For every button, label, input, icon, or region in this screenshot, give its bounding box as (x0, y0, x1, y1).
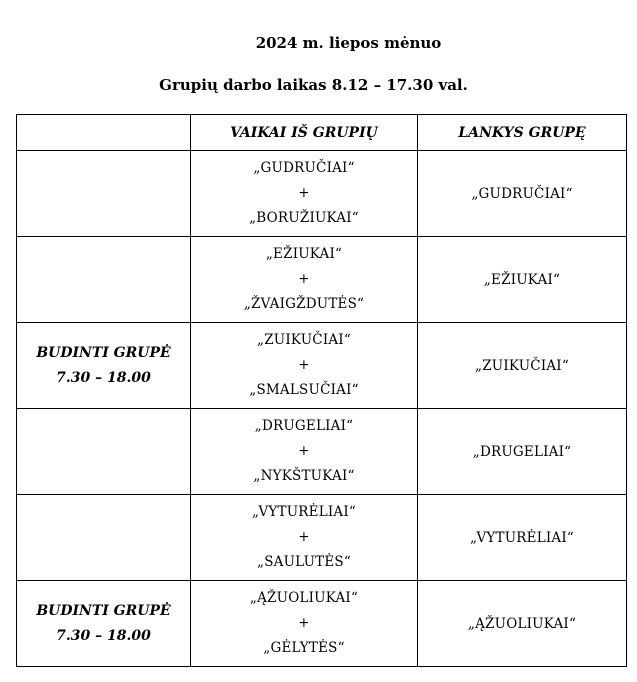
merged-groups-cell (191, 237, 418, 323)
page-title: 2024 m. liepos mėnuo (255, 34, 442, 52)
merged-groups-cell (191, 151, 418, 237)
group-a-name: „DRUGELIAI“ (254, 418, 354, 434)
duty-hours: 7.30 – 18.00 (56, 369, 151, 386)
plus-sign: + (298, 529, 310, 545)
group-b-name: „BORUŽIUKAI“ (249, 210, 359, 226)
working-hours-subtitle: Grupių darbo laikas 8.12 – 17.30 val. (159, 76, 468, 94)
group-a-name: „GUDRUČIAI“ (253, 160, 355, 176)
group-schedule-table (16, 114, 627, 667)
duty-cell (17, 581, 191, 667)
group-b-name: „NYKŠTUKAI“ (253, 468, 355, 484)
duty-label: BUDINTI GRUPĖ (36, 344, 171, 361)
plus-sign: + (298, 615, 310, 631)
plus-sign: + (298, 185, 310, 201)
duty-cell (17, 409, 191, 495)
table-row (17, 495, 627, 581)
table-row (17, 323, 627, 409)
duty-label: BUDINTI GRUPĖ (36, 602, 171, 619)
group-a-name: „ĄŽUOLIUKAI“ (249, 590, 359, 606)
duty-cell (17, 151, 191, 237)
duty-cell (17, 237, 191, 323)
merged-groups-cell (191, 409, 418, 495)
merged-groups-cell (191, 495, 418, 581)
attends-group-cell: „GUDRUČIAI“ (418, 151, 627, 237)
group-b-name: „GĖLYTĖS“ (263, 640, 345, 656)
table-header-row (17, 115, 627, 151)
plus-sign: + (298, 357, 310, 373)
group-b-name: „SMALSUČIAI“ (249, 382, 359, 398)
plus-sign: + (298, 443, 310, 459)
attends-group-cell: „VYTURĖLIAI“ (418, 495, 627, 581)
attends-group-cell: „EŽIUKAI“ (418, 237, 627, 323)
merged-groups-cell (191, 581, 418, 667)
duty-cell (17, 323, 191, 409)
merged-groups-cell (191, 323, 418, 409)
attends-group-cell: „ĄŽUOLIUKAI“ (418, 581, 627, 667)
plus-sign: + (298, 271, 310, 287)
table-row (17, 237, 627, 323)
attends-group-cell: „ZUIKUČIAI“ (418, 323, 627, 409)
column-header-duty (17, 115, 191, 151)
duty-hours: 7.30 – 18.00 (56, 627, 151, 644)
group-a-name: „VYTURĖLIAI“ (252, 504, 356, 520)
group-a-name: „EŽIUKAI“ (265, 246, 343, 262)
table-row (17, 581, 627, 667)
duty-cell (17, 495, 191, 581)
column-header-children-from-groups: VAIKAI IŠ GRUPIŲ (191, 115, 418, 151)
table-row (17, 409, 627, 495)
column-header-will-attend-group: LANKYS GRUPĘ (418, 115, 627, 151)
table-row (17, 151, 627, 237)
group-b-name: „SAULUTĖS“ (257, 554, 351, 570)
attends-group-cell: „DRUGELIAI“ (418, 409, 627, 495)
group-b-name: „ŽVAIGŽDUTĖS“ (243, 296, 365, 312)
group-a-name: „ZUIKUČIAI“ (257, 332, 351, 348)
